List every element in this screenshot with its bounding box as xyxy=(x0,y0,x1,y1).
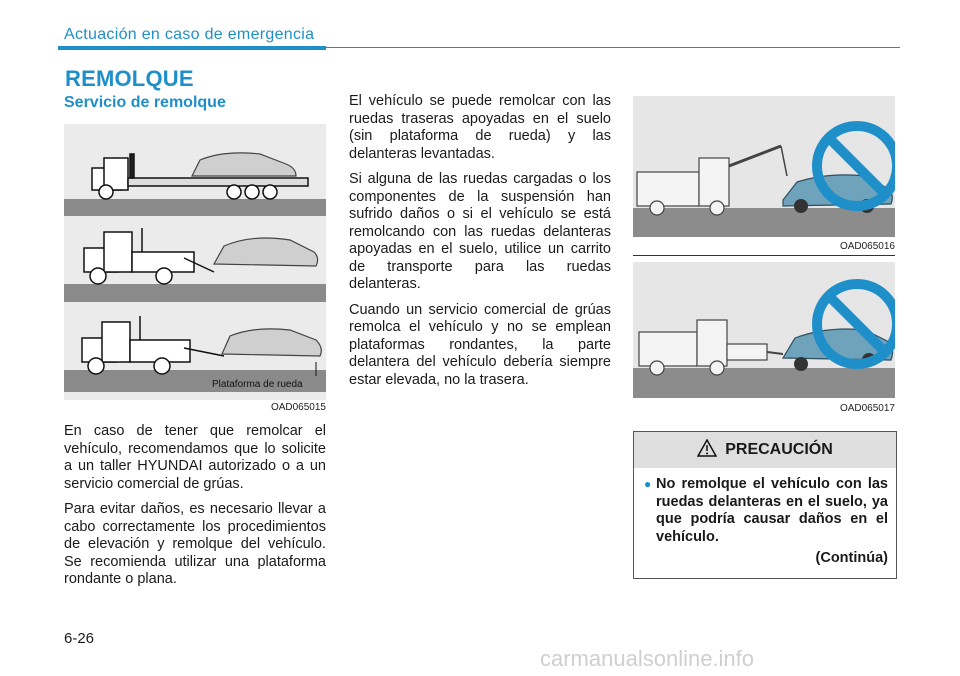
paragraph: Para evitar daños, es necesario llevar a cabo correctamente los procedimientos de elevación y remolque del vehículo. Se recomienda utilizar una plataforma rondante o plana. xyxy=(64,501,326,587)
towing-methods-drawing xyxy=(64,124,326,400)
figure-code-left: OAD065015 xyxy=(270,402,326,413)
header-rule-thin xyxy=(326,47,900,48)
paragraph: Cuando un servicio comercial de grúas remolca el vehículo y no se emplean plataformas rondantes, la parte delantera del vehículo debería siempre estar elevada, no la trasera. xyxy=(349,301,611,388)
caution-box xyxy=(633,431,897,579)
left-text-column xyxy=(64,423,326,589)
paragraph: Si alguna de las ruedas cargadas o los componentes de la suspensión han sufrido daños o si el vehículo se está remolcando con las ruedas delanteras apoyadas en el suelo, utilice un carrito de transporte para las ruedas delanteras. xyxy=(349,171,611,292)
figure-divider xyxy=(633,255,895,256)
warning-triangle-icon xyxy=(697,439,717,462)
watermark: carmanualsonline.info xyxy=(540,646,755,671)
header-rule-thick xyxy=(58,46,326,50)
paragraph: El vehículo se puede remolcar con las ruedas traseras apoyadas en el suelo (sin plataforma de rueda) y las delanteras levantadas. xyxy=(349,93,611,162)
middle-text-column xyxy=(349,93,611,389)
section-subtitle: Servicio de remolque xyxy=(64,94,226,111)
page-number: 6-26 xyxy=(64,630,95,647)
caution-text: No remolque el vehículo con las ruedas delanteras en el suelo, ya que podría causar daños en el vehículo. xyxy=(656,476,888,545)
prohibited-tow-hook-illustration xyxy=(633,96,895,237)
page-title: REMOLQUE xyxy=(65,66,194,91)
tow-hook-drawing xyxy=(633,96,895,237)
caution-header xyxy=(634,432,896,468)
continued-label: (Continúa) xyxy=(815,550,888,566)
wheel-lift-drawing xyxy=(633,262,895,398)
prohibited-wheel-lift-illustration xyxy=(633,262,895,398)
figure-code-right-top: OAD065016 xyxy=(839,241,895,252)
section-header: Actuación en caso de emergencia xyxy=(64,26,315,43)
figure-code-right-bottom: OAD065017 xyxy=(839,403,895,414)
bullet-icon: ● xyxy=(644,477,652,491)
caution-title: PRECAUCIÓN xyxy=(725,441,833,458)
caution-body xyxy=(644,476,888,568)
paragraph: En caso de tener que remolcar el vehículo, recomendamos que lo solicite a un taller HYUNDAI autorizado o a un servicio comercial de grúas. xyxy=(64,423,326,492)
towing-methods-illustration xyxy=(64,124,326,400)
wheel-dolly-callout: Plataforma de rueda xyxy=(212,379,303,390)
